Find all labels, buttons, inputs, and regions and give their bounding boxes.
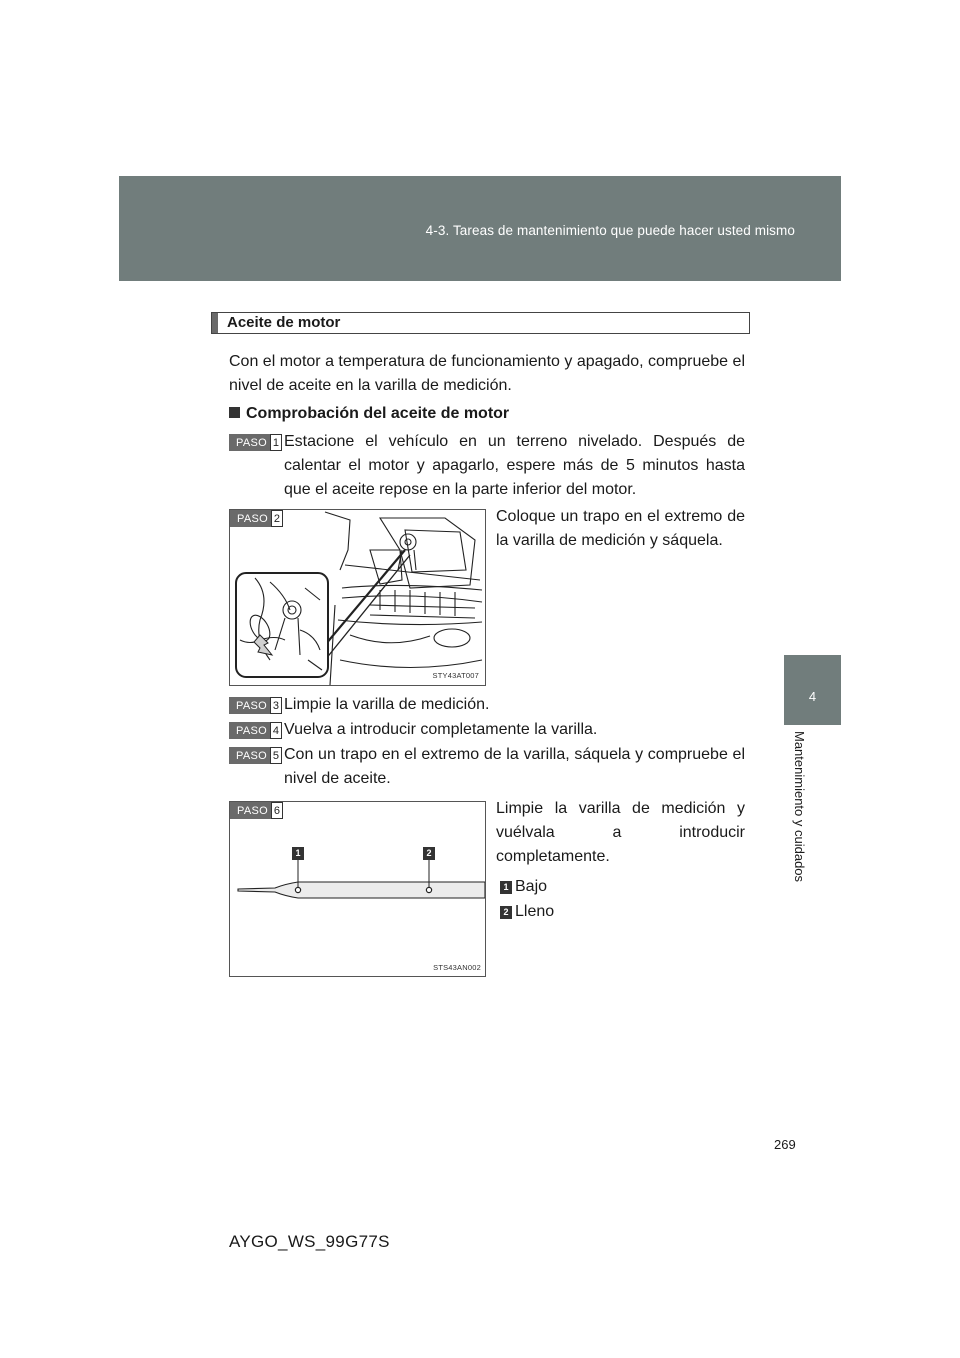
figure-code: STS43AN002	[433, 963, 481, 972]
step-badge-1	[229, 434, 282, 451]
step-badge-3	[229, 697, 282, 714]
step-text-6: Limpie la varilla de medición y vuélvala a introducir completamente.	[496, 800, 745, 865]
legend-number: 1	[500, 881, 512, 894]
step-badge-4	[229, 722, 282, 739]
page-number: 269	[774, 1137, 796, 1152]
chapter-label: Mantenimiento y cuidados	[792, 731, 807, 883]
paso-word: PASO	[229, 747, 270, 764]
legend-number: 2	[500, 906, 512, 919]
subheading-text: Comprobación del aceite de motor	[246, 405, 510, 422]
document-code: AYGO_WS_99G77S	[229, 1232, 390, 1251]
heading-bar	[212, 313, 218, 333]
step-text-5: Con un trapo en el extremo de la varilla, sáquela y compruebe el nivel de aceite.	[284, 746, 745, 787]
step-number: 3	[270, 697, 282, 714]
paso-word: PASO	[229, 722, 270, 739]
legend-label: Bajo	[515, 878, 548, 895]
step-number: 6	[271, 802, 283, 819]
paso-word: PASO	[229, 697, 270, 714]
section-heading-text: Aceite de motor	[227, 314, 341, 331]
chapter-number: 4	[808, 689, 817, 704]
section-heading	[211, 312, 750, 334]
dipstick-figure	[229, 801, 486, 977]
paso-word: PASO	[229, 434, 270, 451]
subheading	[229, 405, 509, 423]
chapter-section-title: 4-3. Tareas de mantenimiento que puede hacer usted mismo	[425, 223, 795, 238]
intro-paragraph: Con el motor a temperatura de funcionamiento y apagado, compruebe el nivel de aceite en la varilla de medición.	[229, 353, 745, 394]
step-text-1: Estacione el vehículo en un terreno nivelado. Después de calentar el motor y apagarlo, espere más de 5 minutos hasta que el aceite repose en la parte inferior del motor.	[284, 433, 745, 498]
chapter-header	[119, 176, 841, 281]
callout-low: 1	[292, 847, 304, 860]
legend-item-full	[500, 903, 554, 921]
engine-bay-illustration	[230, 510, 485, 685]
figure-code: STY43AT007	[432, 671, 479, 680]
legend-label: Lleno	[515, 903, 555, 920]
step-text-4: Vuelva a introducir completamente la varilla.	[284, 721, 598, 738]
engine-bay-figure	[229, 509, 486, 686]
step-number: 1	[270, 434, 282, 451]
step-number: 4	[270, 722, 282, 739]
legend-item-low	[500, 878, 547, 896]
square-bullet-icon	[229, 407, 240, 418]
callout-full: 2	[423, 847, 435, 860]
step-text-2: Coloque un trapo en el extremo de la varilla de medición y sáquela.	[496, 508, 745, 549]
chapter-tab	[784, 655, 841, 725]
step-number: 2	[271, 510, 283, 527]
dipstick-illustration	[230, 802, 485, 976]
paso-word: PASO	[230, 510, 271, 527]
paso-word: PASO	[230, 802, 271, 819]
step-badge-5	[229, 747, 282, 764]
step-text-3: Limpie la varilla de medición.	[284, 696, 490, 713]
step-number: 5	[270, 747, 282, 764]
